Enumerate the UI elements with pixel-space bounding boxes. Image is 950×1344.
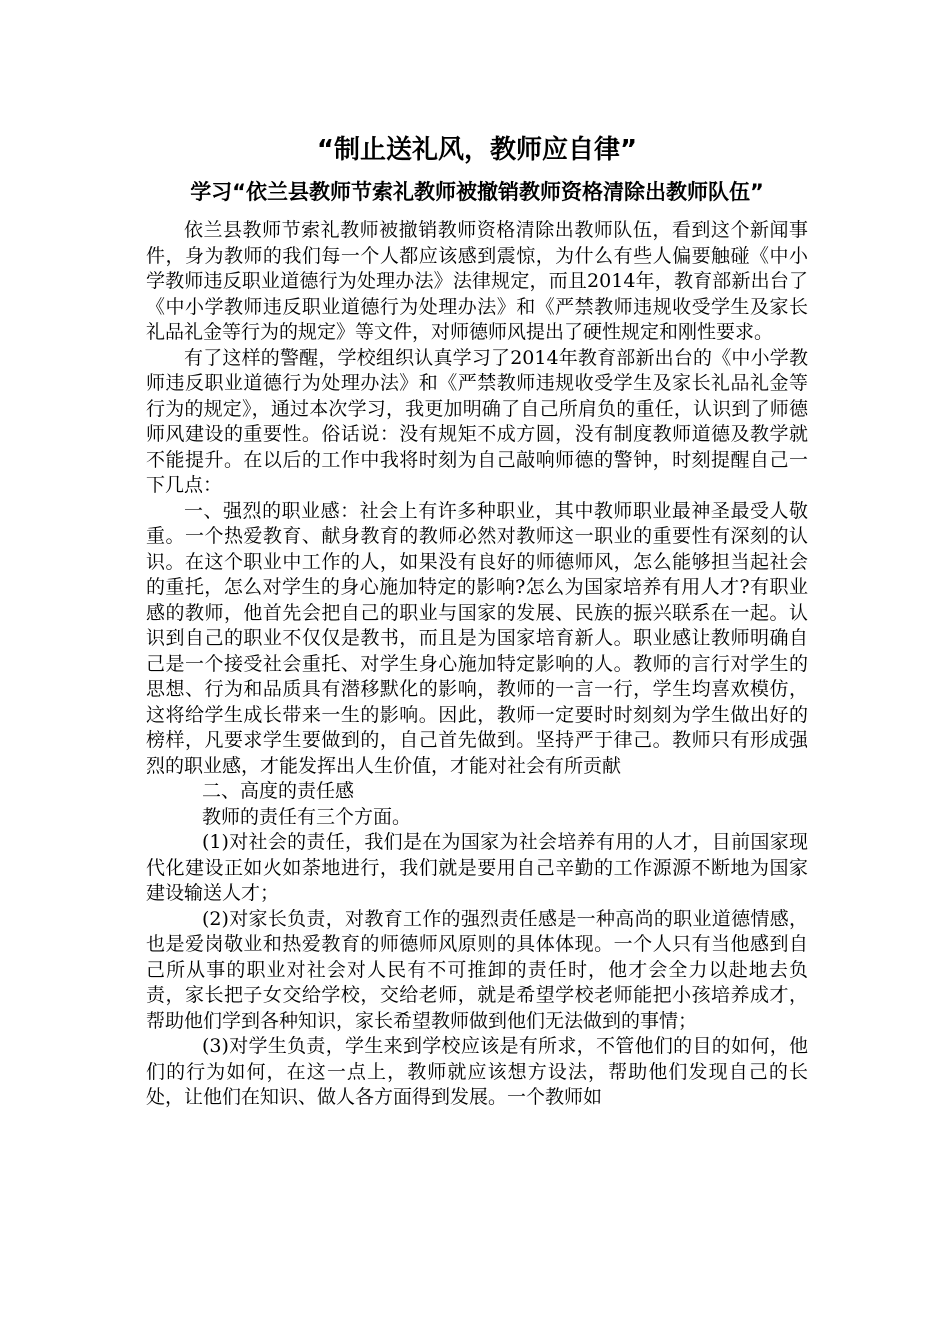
- paragraph-study: 有了这样的警醒，学校组织认真学习了2014年教育部新出台的《中小学教师违反职业道德行为处理办法》和《严禁教师违规收受学生及家长礼品礼金等行为的规定》，通过本次学习，我更加明确了自己所肩负的重任，认识到了师德师风建设的重要性。俗话说：没有规矩不成方圆，没有制度教师道德及教学就不能提升。在以后的工作中我将时刻为自己敲响师德的警钟，时刻提醒自己一下几点：: [146, 346, 808, 496]
- document-page: [146, 132, 808, 1111]
- document-subtitle: 学习“依兰县教师节索礼教师被撤销教师资格清除出教师队伍”: [190, 180, 764, 204]
- paragraph-three-aspects: 教师的责任有三个方面。: [202, 805, 412, 828]
- paragraph-parent-responsibility: (2)对家长负责，对教育工作的强烈责任感是一种高尚的职业道德情感，也是爱岗敬业和热爱教育的师德师风原则的具体体现。一个人只有当他感到自己所从事的职业对社会对人民有不可推卸的责任时，他才会全力以赴地去负责，家长把子女交给学校，交给老师，就是希望学校老师能把小孩培养成才，帮助他们学到各种知识，家长希望教师做到他们无法做到的事情；: [146, 907, 808, 1032]
- section-heading-responsibility: 二、高度的责任感: [202, 780, 355, 802]
- document-body: [146, 218, 808, 1111]
- document-title: “制止送礼风，教师应自律”: [316, 135, 638, 165]
- paragraph-society-responsibility: (1)对社会的责任，我们是在为国家为社会培养有用的人才，目前国家现代化建设正如火如荼地进行，我们就是要用自己辛勤的工作源源不断地为国家建设输送人才；: [146, 831, 808, 904]
- paragraph-professional-sense: 一、强烈的职业感：社会上有许多种职业，其中教师职业最神圣最受人敬重。一个热爱教育、献身教育的教师必然对教师这一职业的重要性有深刻的认识。在这个职业中工作的人，如果没有良好的师德师风，怎么能够担当起社会的重托，怎么对学生的身心施加特定的影响?怎么为国家培养有用人才?有职业感的教师，他首先会把自己的职业与国家的发展、民族的振兴联系在一起。认识到自己的职业不仅仅是教书，而且是为国家培育新人。职业感让教师明确自己是一个接受社会重托、对学生身心施加特定影响的人。教师的言行对学生的思想、行为和品质具有潜移默化的影响，教师的一言一行，学生均喜欢模仿，这将给学生成长带来一生的影响。因此，教师一定要时时刻刻为学生做出好的榜样，凡要求学生要做到的，自己首先做到。坚持严于律己。教师只有形成强烈的职业感，才能发挥出人生价值，才能对社会有所贡献: [146, 499, 808, 777]
- paragraph-student-responsibility: (3)对学生负责，学生来到学校应该是有所求，不管他们的目的如何，他们的行为如何，在这一点上，教师就应该想方设法，帮助他们发现自己的长处，让他们在知识、做人各方面得到发展。一个教师如: [146, 1035, 808, 1108]
- paragraph-intro: 依兰县教师节索礼教师被撤销教师资格清除出教师队伍，看到这个新闻事件，身为教师的我们每一个人都应该感到震惊，为什么有些人偏要触碰《中小学教师违反职业道德行为处理办法》法律规定，而且2014年，教育部新出台了《中小学教师违反职业道德行为处理办法》和《严禁教师违规收受学生及家长礼品礼金等行为的规定》等文件，对师德师风提出了硬性规定和刚性要求。: [146, 219, 808, 343]
